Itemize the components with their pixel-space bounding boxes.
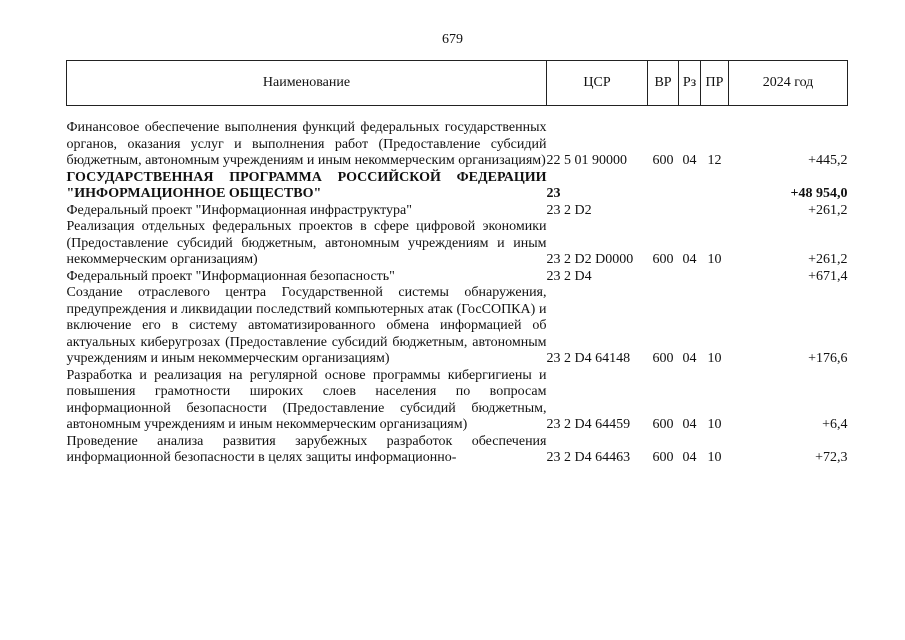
row-pr: 10: [707, 252, 722, 267]
row-pr: [701, 203, 729, 220]
header-year: 2024 год: [729, 61, 848, 106]
row-pr: [701, 269, 729, 286]
row-csr: 22 5 01 90000: [546, 153, 627, 168]
row-name: Проведение анализа развития зарубежных разработок обеспечения информационной безопасности в целях защиты информационно-: [66, 433, 547, 465]
row-name: Разработка и реализация на регулярной основе программы кибергигиены и повышения грамотности широких слоев населения по вопросам информационной безопасности (Предоставление субсидий бюджетным, автономным учреждениям и иным некоммерческим организациям): [66, 367, 547, 432]
row-amount: +445,2: [808, 153, 848, 168]
row-name: ГОСУДАРСТВЕННАЯ ПРОГРАММА РОССИЙСКОЙ ФЕДЕРАЦИИ "ИНФОРМАЦИОННОЕ ОБЩЕСТВО": [66, 169, 547, 201]
budget-table: [66, 60, 848, 467]
table-row: [67, 285, 848, 368]
header-pr: ПР: [701, 61, 729, 106]
page-number: 679: [442, 32, 463, 47]
row-amount: +176,6: [808, 351, 848, 366]
row-rz: 04: [682, 252, 697, 267]
row-rz: 04: [682, 351, 697, 366]
row-vr: 600: [652, 153, 674, 168]
table-row: [67, 219, 848, 269]
row-vr: 600: [652, 417, 674, 432]
row-name: Федеральный проект "Информационная инфраструктура": [66, 202, 412, 218]
table-row: [67, 203, 848, 220]
row-vr: [648, 170, 679, 203]
header-name: Наименование: [67, 61, 547, 106]
row-name: Федеральный проект "Информационная безопасность": [66, 268, 395, 284]
row-csr: 23 2 D4 64459: [546, 417, 631, 432]
row-vr: 600: [652, 450, 674, 465]
row-vr: 600: [652, 252, 674, 267]
row-pr: 10: [707, 417, 722, 432]
row-amount: +72,3: [815, 450, 848, 465]
row-name: Финансовое обеспечение выполнения функций федеральных государственных органов, оказания услуг и выполнения работ (Предоставление субсидий бюджетным, автономным учреждениям и иным некоммерческим организациям): [66, 120, 547, 168]
header-vr: ВР: [648, 61, 679, 106]
table-header-row: [67, 61, 848, 106]
row-rz: [679, 269, 701, 286]
row-pr: [701, 170, 729, 203]
row-rz: [679, 170, 701, 203]
row-amount: +671,4: [808, 268, 848, 284]
row-pr: 10: [707, 351, 722, 366]
row-vr: 600: [652, 351, 674, 366]
row-amount: +261,2: [808, 252, 848, 267]
row-amount: +48 954,0: [790, 186, 848, 201]
header-rz: Рз: [679, 61, 701, 106]
table-row: [67, 434, 848, 467]
row-csr: 23 2 D4 64148: [546, 351, 631, 366]
row-csr: 23 2 D4 64463: [546, 450, 631, 465]
row-amount: +261,2: [808, 202, 848, 218]
row-rz: 04: [682, 450, 697, 465]
header-csr: ЦСР: [547, 61, 648, 106]
table-row: [67, 368, 848, 434]
row-csr: 23: [546, 186, 561, 201]
row-csr: 23 2 D4: [546, 268, 592, 284]
row-pr: 10: [707, 450, 722, 465]
row-vr: [648, 203, 679, 220]
row-pr: 12: [707, 153, 722, 168]
row-amount: +6,4: [822, 417, 848, 432]
table-row: [67, 269, 848, 286]
table-row: [67, 120, 848, 170]
row-vr: [648, 269, 679, 286]
row-csr: 23 2 D2 D0000: [546, 252, 634, 267]
row-name: Создание отраслевого центра Государственной системы обнаружения, предупреждения и ликвидации последствий компьютерных атак (ГосСОПКА) и включение его в систему автоматизированного обмена информацией об актуальных киберугрозах (Предоставление субсидий бюджетным, автономным учреждениям и иным некоммерческим организациям): [66, 285, 547, 366]
row-rz: 04: [682, 153, 697, 168]
row-rz: [679, 203, 701, 220]
row-rz: 04: [682, 417, 697, 432]
table-row: [67, 170, 848, 203]
row-name: Реализация отдельных федеральных проектов в сфере цифровой экономики (Предоставление субсидий бюджетным, автономным учреждениям и иным некоммерческим организациям): [66, 219, 547, 267]
row-csr: 23 2 D2: [546, 202, 592, 218]
